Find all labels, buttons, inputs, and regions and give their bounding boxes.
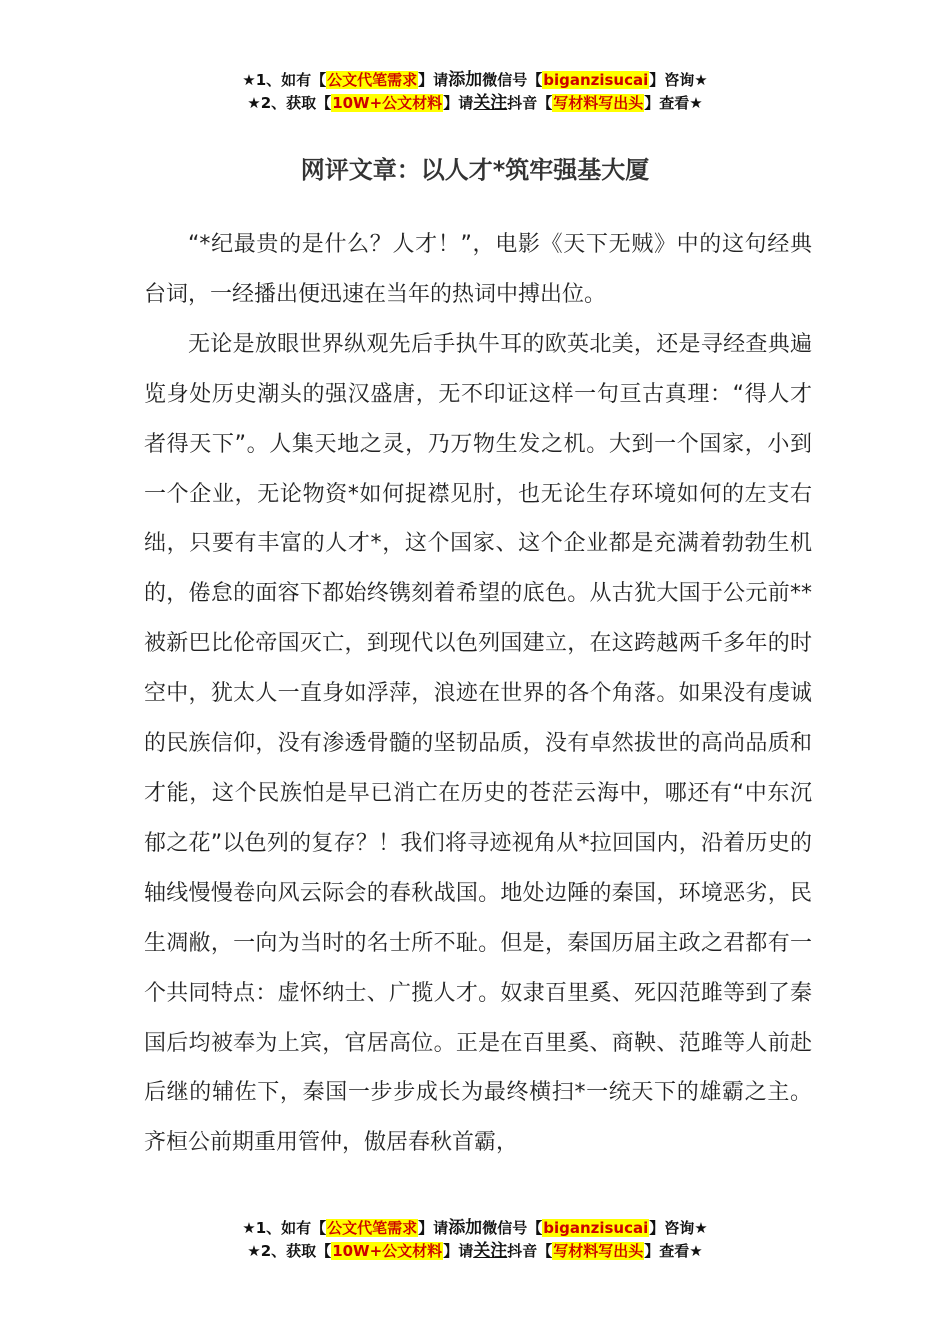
banner-highlight-douyin-id: 写材料写出头 xyxy=(553,1242,644,1260)
paragraph: 无论是放眼世界纵观先后手执牛耳的欧英北美，还是寻经查典遍览身处历史潮头的强汉盛唐，无不印证这样一句亘古真理：“得人才者得天下”。人集天地之灵，乃万物生发之机。大到一个国家，小到一个企业，无论物资*如何捉襟见肘，也无论生存环境如何的左支右绌，只要有丰富的人才*，这个国家、这个企业都是充满着勃勃生机的，倦怠的面容下都始终镌刻着希望的底色。从古犹大国于公元前**被新巴比伦帝国灭亡，到现代以色列国建立，在这跨越两千多年的时空中，犹太人一直身如浮萍，浪迹在世界的各个角落。如果没有虔诚的民族信仰，没有渗透骨髓的坚韧品质，没有卓然拔世的高尚品质和才能，这个民族怕是早已消亡在历史的苍茫云海中，哪还有“中东沉郁之花”以色列的复存？！我们将寻迹视角从*拉回国内，沿着历史的轴线慢慢卷向风云际会的春秋战国。地处边陲的秦国，环境恶劣，民生凋敝，一向为当时的名士所不耻。但是，秦国历届主政之君都有一个共同特点：虚怀纳士、广揽人才。奴隶百里奚、死囚范雎等到了秦国后均被奉为上宾，官居高位。正是在百里奚、商鞅、范雎等人前赴后继的辅佐下，秦国一步步成长为最终横扫*一统天下的雄霸之主。齐桓公前期重用管仲，傲居春秋首霸， xyxy=(144,331,812,1156)
banner-text: 抖音【 xyxy=(507,94,553,112)
banner-text: 】请 xyxy=(418,71,449,89)
banner-highlight-service: 公文代笔需求 xyxy=(327,71,418,89)
article-body xyxy=(144,220,812,1168)
banner-text: 抖音【 xyxy=(507,1242,553,1260)
banner-text: 】查看★ xyxy=(644,1242,703,1260)
banner-highlight-materials: 10W+公文材料 xyxy=(332,94,443,112)
banner-text: ★2、获取【 xyxy=(247,1242,332,1260)
banner-highlight-douyin-id: 写材料写出头 xyxy=(553,94,644,112)
banner-line-1 xyxy=(0,69,950,92)
banner-text: 】请 xyxy=(418,1219,449,1237)
banner-text: 】咨询★ xyxy=(649,1219,708,1237)
banner-text: 】请 xyxy=(443,1242,474,1260)
banner-text: ★2、获取【 xyxy=(247,94,332,112)
banner-emphasis: 关注 xyxy=(473,1241,508,1261)
banner-highlight-wechat-id: biganzisucai xyxy=(543,1219,649,1237)
banner-text: 】咨询★ xyxy=(649,71,708,89)
banner-text: 微信号【 xyxy=(482,71,543,89)
document-title: 网评文章：以人才*筑牢强基大厦 xyxy=(300,156,650,184)
banner-highlight-wechat-id: biganzisucai xyxy=(543,71,649,89)
banner-text: 】请 xyxy=(443,94,474,112)
banner-text: 微信号【 xyxy=(482,1219,543,1237)
banner-emphasis: 添加 xyxy=(448,70,483,90)
banner-line-1 xyxy=(0,1217,950,1240)
paragraph: “*纪最贵的是什么？人才！”，电影《天下无贼》中的这句经典台词，一经播出便迅速在当年的热词中搏出位。 xyxy=(144,232,812,307)
banner-line-2 xyxy=(0,92,950,115)
banner-text: ★1、如有【 xyxy=(242,71,327,89)
banner-text: ★1、如有【 xyxy=(242,1219,327,1237)
header-banner xyxy=(0,69,950,115)
banner-highlight-service: 公文代笔需求 xyxy=(327,1219,418,1237)
banner-emphasis: 添加 xyxy=(448,1218,483,1238)
banner-text: 】查看★ xyxy=(644,94,703,112)
footer-banner xyxy=(0,1217,950,1263)
banner-line-2 xyxy=(0,1240,950,1263)
banner-highlight-materials: 10W+公文材料 xyxy=(332,1242,443,1260)
banner-emphasis: 关注 xyxy=(473,93,508,113)
